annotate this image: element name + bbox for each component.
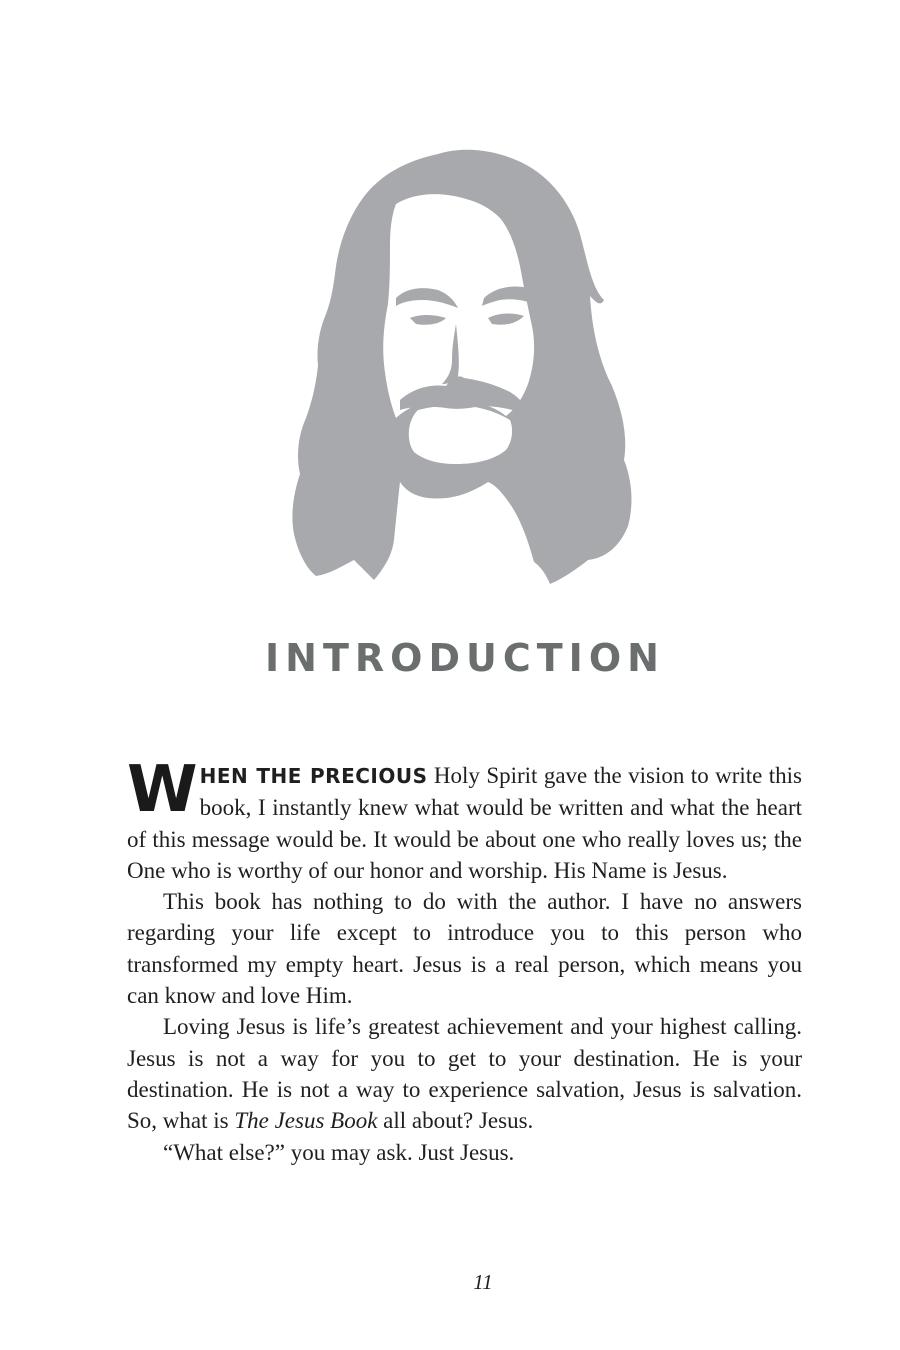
paragraph-2: This book has nothing to do with the author. I have no answers regarding your life except to introduce you to this person who transformed my empty heart. Jesus is a real person, which means you can know and love Him. [127, 889, 802, 1009]
chapter-title: INTRODUCTION [265, 636, 665, 680]
paragraph-4: “What else?” you may ask. Just Jesus. [163, 1139, 515, 1165]
paragraph-3-text-before: Loving Jesus is life’s greatest achievement and your highest calling. Jesus is not a way for you to get to your destination. He is your destination. He is not a way to experience salvation, Jesus is salvation. So, what is [127, 1014, 802, 1134]
paragraph-3-text-after: all about? Jesus. [377, 1108, 534, 1134]
body-text [127, 753, 802, 1168]
page-number: 11 [473, 1270, 493, 1294]
lead-in-caps: HEN THE PRECIOUS [199, 764, 428, 788]
drop-cap: W [127, 753, 198, 827]
paragraph-3 [127, 1011, 802, 1136]
mouth-area [409, 405, 512, 464]
paragraph-1 [127, 753, 802, 886]
book-title: The Jesus Book [234, 1108, 378, 1134]
paragraph-1-text: Holy Spirit gave the vision to write this book, I instantly knew what would be written and what the heart of this message would be. It would be about one who really loves us; the One who is worthy of our honor and worship. His Name is Jesus. [127, 763, 802, 883]
jesus-face-illustration-icon [288, 148, 640, 586]
